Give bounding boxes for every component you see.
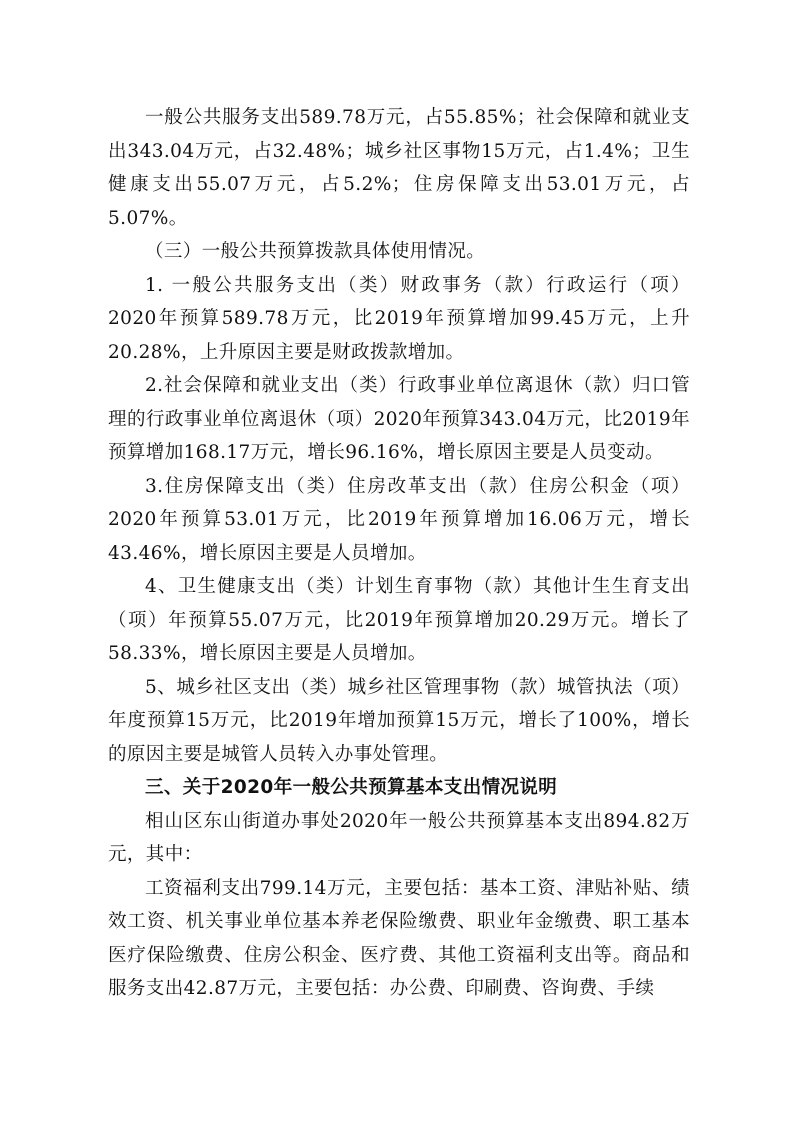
paragraph-subsection-title: （三）一般公共预算拨款具体使用情况。 [145,241,486,262]
paragraph-item-2: 2.社会保障和就业支出（类）行政事业单位离退休（款）归口管理的行政事业单位离退休（项）2020年预算343.04万元，比2019年预算增加168.17万元，增长96.16%，增长原因主要是人员变动。 [108,375,690,463]
section-heading-basic-expenditure: 三、关于2020年一般公共预算基本支出情况说明 [145,777,558,798]
paragraph-item-5: 5、城乡社区支出（类）城乡社区管理事物（款）城管执法（项）年度预算15万元，比2019年增加预算15万元，增长了100%，增长的原因主要是城管人员转入办事处管理。 [108,676,690,765]
paragraph-item-1: 1. 一般公共服务支出（类）财政事务（款）行政运行（项）2020年预算589.78万元，比2019年预算增加99.45万元，上升20.28%，上升原因主要是财政拨款增加。 [108,274,690,363]
paragraph-item-4: 4、卫生健康支出（类）计划生育事物（款）其他计生生育支出（项）年预算55.07万元，比2019年预算增加20.29万元。增长了58.33%，增长原因主要是人员增加。 [108,576,690,664]
paragraph-expenditure-shares: 一般公共服务支出589.78万元，占55.85%；社会保障和就业支出343.04万元，占32.48%；城乡社区事物15万元，占1.4%；卫生健康支出55.07万元，占5.2%；住房保障支出53.01万元，占5.07%。 [108,107,690,229]
paragraph-salary-welfare: 工资福利支出799.14万元，主要包括：基本工资、津贴补贴、绩效工资、机关事业单位基本养老保险缴费、职业年金缴费、职工基本医疗保险缴费、住房公积金、医疗费、其他工资福利支出等。商品和服务支出42.87万元，主要包括：办公费、印刷费、咨询费、手续 [108,877,690,999]
paragraph-item-3: 3.住房保障支出（类）住房改革支出（款）住房公积金（项）2020年预算53.01万元，比2019年预算增加16.06万元，增长43.46%，增长原因主要是人员增加。 [108,475,690,564]
document-body [108,101,690,1006]
paragraph-basic-expenditure-total: 相山区东山街道办事处2020年一般公共预算基本支出894.82万元，其中： [108,810,690,865]
